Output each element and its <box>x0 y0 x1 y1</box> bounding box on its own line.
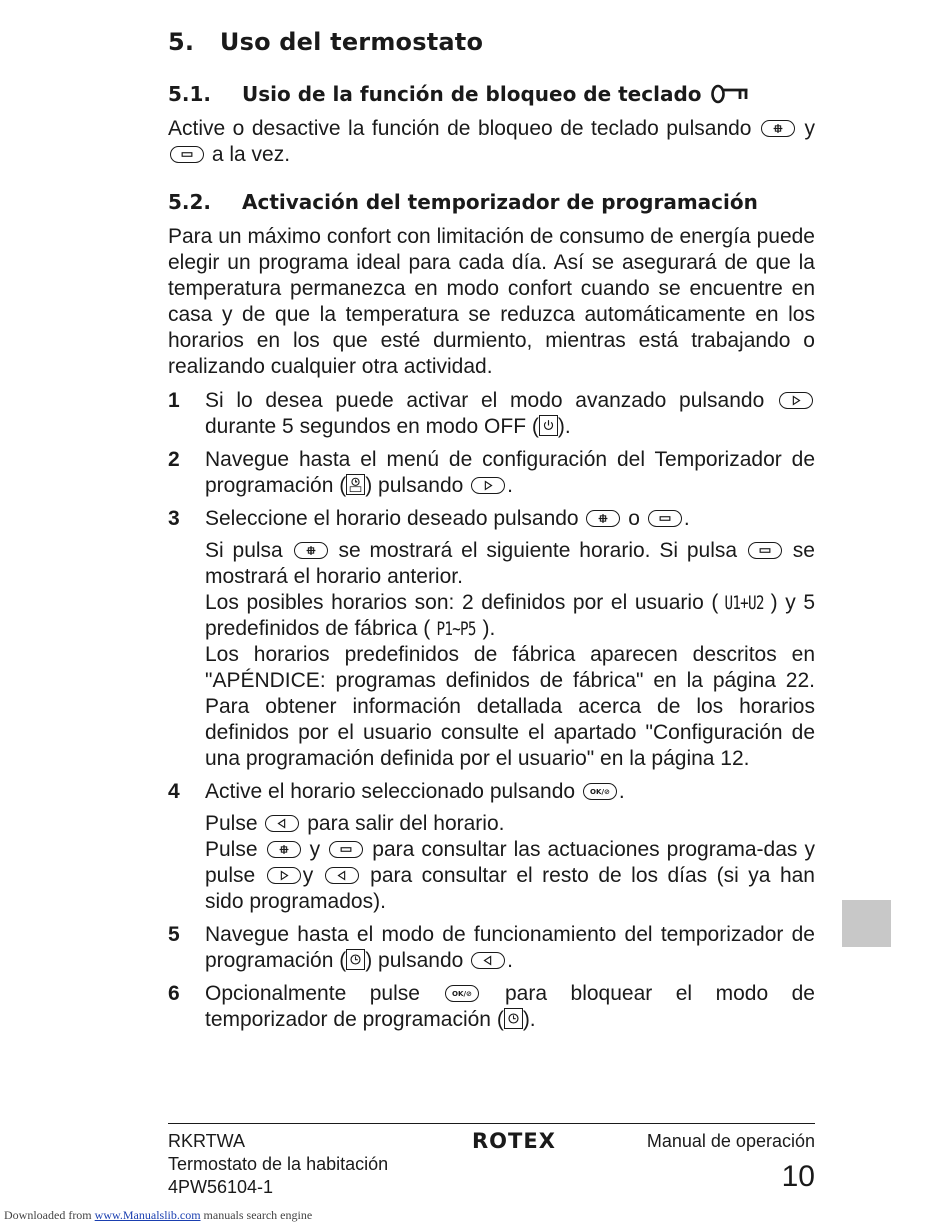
svg-text:OK/⊘: OK/⊘ <box>589 787 610 797</box>
plus-button-icon <box>586 510 620 527</box>
brand-logo: ROTEX <box>472 1129 556 1153</box>
list-item: 2 Navegue hasta el menú de configuración del Temporizador de programación ( ) pulsando . <box>168 448 815 497</box>
lcd-user-schedules: U1+U2 <box>724 592 765 614</box>
list-item: 5 Navegue hasta el modo de funcionamiento del temporizador de programación ( ) pulsando . <box>168 923 815 972</box>
list-item: 4 Active el horario seleccionado pulsando OK/⊘ . Pulse para salir del horario. Pulse y para consultar las actuaciones programa-das y pulse y para consultar el resto de los días (si ya han sido programados). <box>168 780 815 913</box>
left-arrow-button-icon <box>471 952 505 969</box>
svg-text:OK/⊘: OK/⊘ <box>452 989 473 999</box>
plus-button-icon <box>267 841 301 858</box>
paragraph: Para un máximo confort con limitación de consumo de energía puede elegir un programa ideal para cada día. Así se asegurará de que la temperatura permanezca en modo confort cuando se encuentre en casa y de que la temperatura se reduzca automáticamente en los horarios en los que esté durmiento, mientras está trabajando o realizando cualquier otra actividad. <box>168 225 815 378</box>
list-item: 3 Seleccione el horario deseado pulsando o . Si pulsa se mostrará el siguiente horario. Si pulsa se mostrará el horario anterior. Los posibles horarios son: 2 definidos por el usuario ( U1+U2 ) y 5 predefinidos de fábrica ( P1~P5 ). Los horarios predefinidos de fábrica aparecen descritos en "APÉNDICE: programas definidos de fábrica" en la página 22. Para obtener información detallada acerca de los horarios definidos por el usuario consulte el apartado "Configuración de una programación definida por el usuario" en la página 12. <box>168 507 815 770</box>
lcd-preset-schedules: P1~P5 <box>436 618 476 640</box>
minus-button-icon <box>648 510 682 527</box>
right-arrow-button-icon <box>471 477 505 494</box>
set-clock-icon <box>346 474 365 495</box>
footer-product-info: RKRTWA Termostato de la habitación 4PW56104-1 <box>168 1131 389 1197</box>
right-arrow-button-icon <box>267 867 301 884</box>
steps-list <box>168 388 815 1033</box>
plus-button-icon <box>761 120 795 137</box>
minus-button-icon <box>329 841 363 858</box>
plus-button-icon <box>294 542 328 559</box>
right-arrow-button-icon <box>779 392 813 409</box>
power-icon <box>539 415 558 436</box>
section-5-2 <box>168 190 815 1033</box>
paragraph: Active o desactive la función de bloqueo de teclado pulsando y a la vez. <box>168 117 815 166</box>
minus-button-icon <box>170 146 204 163</box>
list-item: 1 Si lo desea puede activar el modo avanzado pulsando durante 5 segundos en modo OFF ( ). <box>168 388 815 440</box>
manualslib-link[interactable]: www.Manualslib.com <box>94 1208 201 1222</box>
step-detail: Pulse para salir del horario. Pulse y para consultar las actuaciones programa-das y pulse y para consultar el resto de los días (si ya han sido programados). <box>205 812 815 913</box>
clock-icon <box>504 1008 523 1029</box>
step-detail: Si pulsa se mostrará el siguiente horario. Si pulsa se mostrará el horario anterior. Los posibles horarios son: 2 definidos por el usuario ( U1+U2 ) y 5 predefinidos de fábrica ( P1~P5 ). Los horarios predefinidos de fábrica aparecen descritos en "APÉNDICE: programas definidos de fábrica" en la página 22. Para obtener información detallada acerca de los horarios definidos por el usuario consulte el apartado "Configuración de una programación definida por el usuario" en la página 12. <box>205 539 815 770</box>
key-lock-icon <box>710 83 750 105</box>
minus-button-icon <box>748 542 782 559</box>
ok-button-icon <box>445 985 479 1002</box>
page-content <box>168 28 815 1055</box>
left-arrow-button-icon <box>325 867 359 884</box>
subsection-title: 5.2. Activación del temporizador de programación <box>168 190 758 214</box>
ok-button-icon <box>583 783 617 800</box>
section-title: 5. Uso del termostato <box>168 28 484 56</box>
list-item: 6 Opcionalmente pulse OK/⊘ para bloquear el modo de temporizador de programación ( ). <box>168 982 815 1031</box>
left-arrow-button-icon <box>265 815 299 832</box>
section-5-1 <box>168 82 815 168</box>
chapter-tab <box>842 900 891 947</box>
subsection-title: 5.1. Usio de la función de bloqueo de teclado <box>168 82 815 106</box>
footer-manual-info: Manual de operación 10 <box>647 1130 815 1199</box>
download-notice: Downloaded from www.Manualslib.com manuals search engine <box>4 1208 313 1222</box>
page-number: 10 <box>781 1160 815 1193</box>
clock-icon <box>346 949 365 970</box>
page-footer <box>168 1123 815 1197</box>
